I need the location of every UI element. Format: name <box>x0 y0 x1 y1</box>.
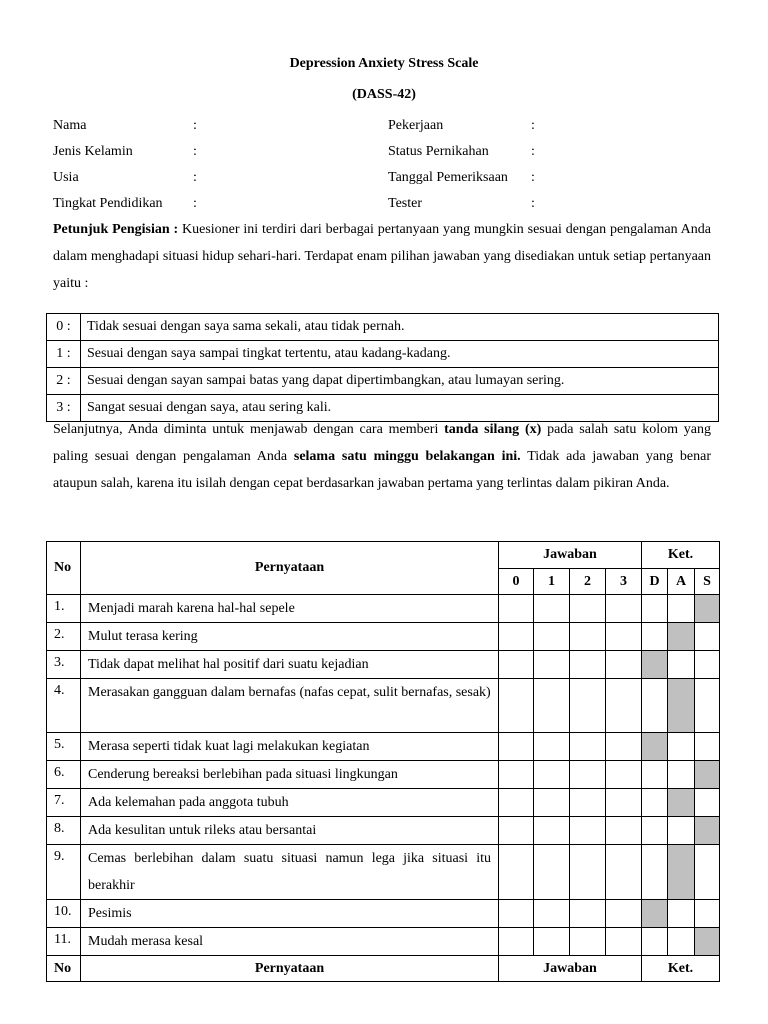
row-statement: Merasa seperti tidak kuat lagi melakukan kegiatan <box>81 733 499 761</box>
scale-description: Tidak sesuai dengan saya sama sekali, atau tidak pernah. <box>81 314 719 341</box>
answer-option-header: 2 <box>570 569 606 595</box>
scale-row <box>47 341 719 368</box>
followup-emphasis: tanda silang (x) <box>444 422 542 437</box>
scale-code: 3 : <box>47 395 81 422</box>
note-cell-D <box>642 761 668 789</box>
field-sep: : <box>193 170 197 185</box>
field-label-pekerjaan: Pekerjaan <box>388 118 444 133</box>
answer-cell-2[interactable] <box>570 679 606 733</box>
header-statement: Pernyataan <box>81 542 499 595</box>
answer-cell-0[interactable] <box>499 817 534 845</box>
table-row <box>47 900 720 928</box>
answer-cell-2[interactable] <box>570 595 606 623</box>
answer-option-header: 0 <box>499 569 534 595</box>
row-number: 4. <box>47 679 81 733</box>
table-row <box>47 733 720 761</box>
note-cell-D <box>642 679 668 733</box>
footer-answer: Jawaban <box>499 956 642 982</box>
answer-scale-table <box>46 313 719 422</box>
row-number: 6. <box>47 761 81 789</box>
row-number: 3. <box>47 651 81 679</box>
answer-cell-1[interactable] <box>534 817 570 845</box>
instructions-heading: Petunjuk Pengisian : <box>53 222 179 237</box>
note-cell-D <box>642 817 668 845</box>
answer-cell-0[interactable] <box>499 651 534 679</box>
header-no: No <box>47 542 81 595</box>
row-statement: Ada kelemahan pada anggota tubuh <box>81 789 499 817</box>
answer-cell-0[interactable] <box>499 623 534 651</box>
answer-cell-3[interactable] <box>606 679 642 733</box>
answer-cell-2[interactable] <box>570 651 606 679</box>
answer-cell-0[interactable] <box>499 595 534 623</box>
row-statement: Menjadi marah karena hal-hal sepele <box>81 595 499 623</box>
followup-text: pada salah satu kolom yang paling sesuai dengan pengalaman Anda <box>53 422 711 464</box>
followup-text: Selanjutnya, Anda diminta untuk menjawab dengan cara memberi <box>53 422 445 437</box>
field-sep: : <box>193 144 197 159</box>
scale-code: 1 : <box>47 341 81 368</box>
answer-cell-3[interactable] <box>606 733 642 761</box>
answer-cell-3[interactable] <box>606 845 642 900</box>
scale-row <box>47 314 719 341</box>
header-note: Ket. <box>642 542 720 569</box>
answer-cell-0[interactable] <box>499 733 534 761</box>
answer-cell-2[interactable] <box>570 761 606 789</box>
answer-cell-1[interactable] <box>534 679 570 733</box>
answer-cell-1[interactable] <box>534 761 570 789</box>
field-sep: : <box>193 118 197 133</box>
note-cell-A <box>668 928 695 956</box>
scale-row <box>47 368 719 395</box>
answer-cell-1[interactable] <box>534 789 570 817</box>
scale-code: 2 : <box>47 368 81 395</box>
followup-emphasis: selama satu minggu belakangan ini. <box>293 449 521 464</box>
scale-description: Sesuai dengan sayan sampai batas yang dapat dipertimbangkan, atau lumayan sering. <box>81 368 719 395</box>
table-row <box>47 623 720 651</box>
followup-paragraph <box>53 416 711 497</box>
field-sep: : <box>531 170 535 185</box>
note-cell-S <box>695 679 720 733</box>
answer-cell-3[interactable] <box>606 761 642 789</box>
note-cell-D <box>642 900 668 928</box>
note-cell-A <box>668 595 695 623</box>
answer-cell-2[interactable] <box>570 928 606 956</box>
note-cell-A <box>668 623 695 651</box>
answer-cell-3[interactable] <box>606 817 642 845</box>
footer-no: No <box>47 956 81 982</box>
note-cell-S <box>695 651 720 679</box>
answer-cell-3[interactable] <box>606 623 642 651</box>
field-label-tingkat-pendidikan: Tingkat Pendidikan <box>53 196 163 211</box>
note-cell-D <box>642 651 668 679</box>
row-statement: Merasakan gangguan dalam bernafas (nafas cepat, sulit bernafas, sesak) <box>81 679 499 733</box>
table-row <box>47 651 720 679</box>
note-cell-S <box>695 845 720 900</box>
answer-cell-0[interactable] <box>499 928 534 956</box>
answer-option-header: 3 <box>606 569 642 595</box>
row-number: 2. <box>47 623 81 651</box>
row-number: 5. <box>47 733 81 761</box>
note-cell-D <box>642 733 668 761</box>
scale-code: 0 : <box>47 314 81 341</box>
row-number: 10. <box>47 900 81 928</box>
row-statement: Ada kesulitan untuk rileks atau bersantai <box>81 817 499 845</box>
field-label-usia: Usia <box>53 170 79 185</box>
note-cell-S <box>695 623 720 651</box>
note-cell-S <box>695 817 720 845</box>
row-statement: Cenderung bereaksi berlebihan pada situasi lingkungan <box>81 761 499 789</box>
answer-cell-1[interactable] <box>534 733 570 761</box>
note-cell-A <box>668 679 695 733</box>
row-number: 9. <box>47 845 81 900</box>
note-cell-A <box>668 845 695 900</box>
answer-cell-1[interactable] <box>534 595 570 623</box>
answer-cell-0[interactable] <box>499 679 534 733</box>
footer-statement: Pernyataan <box>81 956 499 982</box>
answer-cell-1[interactable] <box>534 928 570 956</box>
answer-cell-0[interactable] <box>499 845 534 900</box>
field-label-tanggal-pemeriksaan: Tanggal Pemeriksaan <box>388 170 508 185</box>
note-cell-A <box>668 817 695 845</box>
note-option-header: S <box>695 569 720 595</box>
row-number: 8. <box>47 817 81 845</box>
instructions-paragraph <box>53 216 711 297</box>
note-cell-D <box>642 623 668 651</box>
answer-cell-3[interactable] <box>606 789 642 817</box>
document-subtitle: (DASS-42) <box>352 87 416 102</box>
note-cell-S <box>695 789 720 817</box>
answer-cell-3[interactable] <box>606 900 642 928</box>
note-cell-A <box>668 761 695 789</box>
answer-cell-1[interactable] <box>534 651 570 679</box>
note-cell-D <box>642 845 668 900</box>
row-statement: Pesimis <box>81 900 499 928</box>
table-row <box>47 789 720 817</box>
answer-cell-2[interactable] <box>570 900 606 928</box>
answer-option-header: 1 <box>534 569 570 595</box>
scale-description: Sangat sesuai dengan saya, atau sering kali. <box>81 395 719 422</box>
table-row <box>47 679 720 733</box>
note-cell-D <box>642 789 668 817</box>
answer-cell-1[interactable] <box>534 623 570 651</box>
field-label-jenis-kelamin: Jenis Kelamin <box>53 144 133 159</box>
row-number: 7. <box>47 789 81 817</box>
note-cell-S <box>695 900 720 928</box>
answer-cell-3[interactable] <box>606 595 642 623</box>
note-cell-S <box>695 928 720 956</box>
note-cell-A <box>668 651 695 679</box>
note-cell-S <box>695 761 720 789</box>
note-cell-D <box>642 928 668 956</box>
answer-cell-1[interactable] <box>534 900 570 928</box>
answer-cell-0[interactable] <box>499 761 534 789</box>
note-option-header: A <box>668 569 695 595</box>
instructions-text: Kuesioner ini terdiri dari berbagai pertanyaan yang mungkin sesuai dengan pengalaman Anda dalam menghadapi situasi hidup sehari-hari. Terdapat enam pilihan jawaban yang disediakan untuk setiap pertanyaan yaitu : <box>53 222 711 291</box>
answer-cell-0[interactable] <box>499 789 534 817</box>
field-label-nama: Nama <box>53 118 87 133</box>
answer-cell-2[interactable] <box>570 623 606 651</box>
followup-text: Tidak ada jawaban yang benar ataupun salah, karena itu isilah dengan cepat berdasarkan jawaban pertama yang terlintas dalam pikiran Anda. <box>53 449 711 491</box>
answer-cell-2[interactable] <box>570 817 606 845</box>
note-cell-D <box>642 595 668 623</box>
field-sep: : <box>193 196 197 211</box>
row-number: 1. <box>47 595 81 623</box>
header-answer: Jawaban <box>499 542 642 569</box>
note-cell-S <box>695 733 720 761</box>
answer-cell-2[interactable] <box>570 789 606 817</box>
table-row <box>47 817 720 845</box>
table-row <box>47 761 720 789</box>
note-cell-A <box>668 789 695 817</box>
answer-cell-2[interactable] <box>570 733 606 761</box>
note-cell-A <box>668 900 695 928</box>
field-sep: : <box>531 118 535 133</box>
row-number: 11. <box>47 928 81 956</box>
scale-description: Sesuai dengan saya sampai tingkat tertentu, atau kadang-kadang. <box>81 341 719 368</box>
row-statement: Tidak dapat melihat hal positif dari suatu kejadian <box>81 651 499 679</box>
answer-cell-0[interactable] <box>499 900 534 928</box>
table-row <box>47 595 720 623</box>
field-sep: : <box>531 196 535 211</box>
field-sep: : <box>531 144 535 159</box>
answer-cell-3[interactable] <box>606 651 642 679</box>
note-cell-S <box>695 595 720 623</box>
row-statement: Mulut terasa kering <box>81 623 499 651</box>
dass-questionnaire-table <box>46 541 720 982</box>
row-statement: Cemas berlebihan dalam suatu situasi namun lega jika situasi itu berakhir <box>81 845 499 900</box>
document-title: Depression Anxiety Stress Scale <box>289 56 479 71</box>
answer-cell-3[interactable] <box>606 928 642 956</box>
table-row <box>47 845 720 900</box>
note-option-header: D <box>642 569 668 595</box>
field-label-tester: Tester <box>388 196 423 211</box>
row-statement: Mudah merasa kesal <box>81 928 499 956</box>
answer-cell-2[interactable] <box>570 845 606 900</box>
field-label-status-pernikahan: Status Pernikahan <box>388 144 489 159</box>
table-row <box>47 928 720 956</box>
note-cell-A <box>668 733 695 761</box>
answer-cell-1[interactable] <box>534 845 570 900</box>
footer-note: Ket. <box>642 956 720 982</box>
